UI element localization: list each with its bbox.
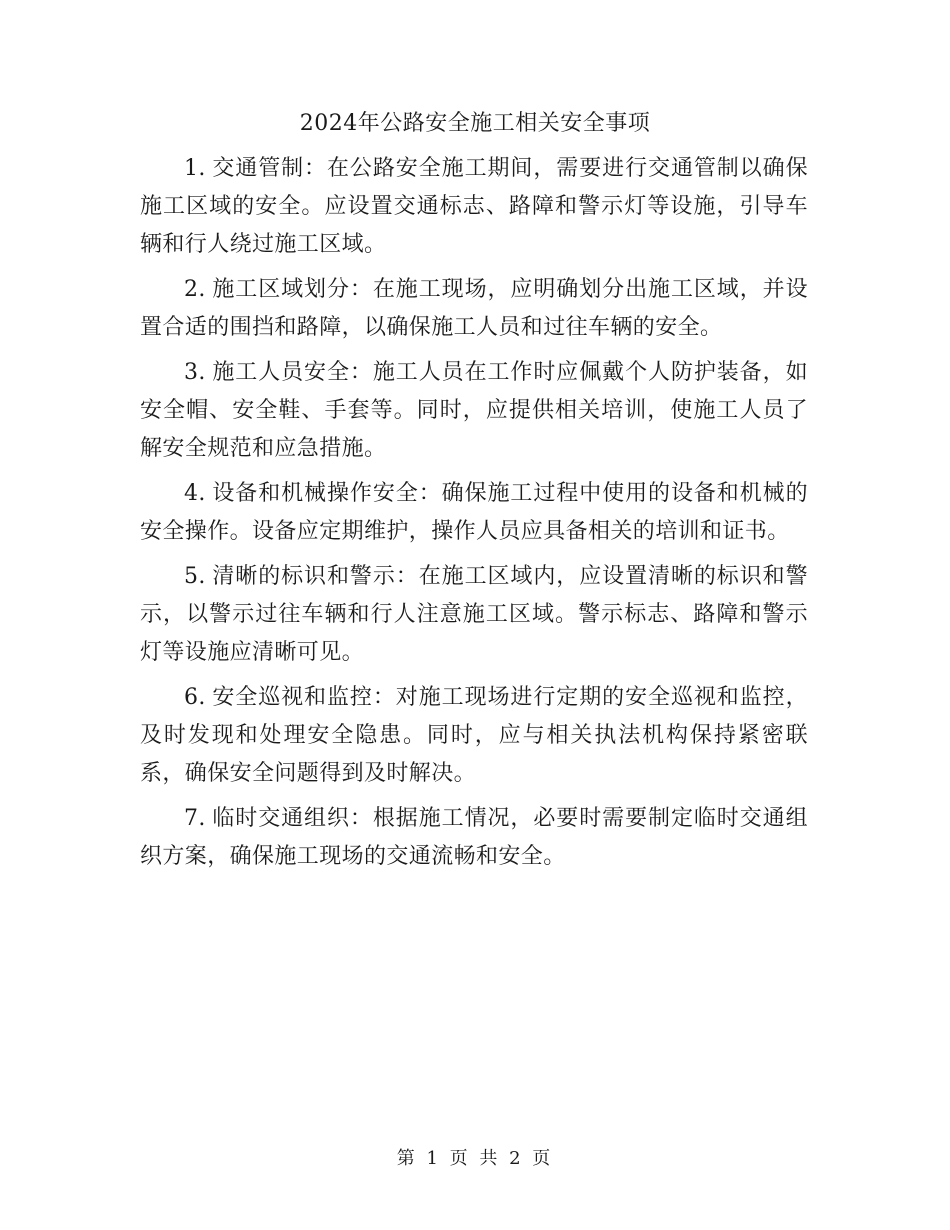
item-number: 7. <box>184 806 206 831</box>
list-item <box>140 150 808 264</box>
item-number: 3. <box>184 360 206 385</box>
item-text: 清晰的标识和警示：在施工区域内，应设置清晰的标识和警示，以警示过往车辆和行人注意施工区域。警示标志、路障和警示灯等设施应清晰可见。 <box>140 564 808 665</box>
item-text: 施工人员安全：施工人员在工作时应佩戴个人防护装备，如安全帽、安全鞋、手套等。同时，应提供相关培训，使施工人员了解安全规范和应急措施。 <box>140 360 808 461</box>
item-text: 临时交通组织：根据施工情况，必要时需要制定临时交通组织方案，确保施工现场的交通流畅和安全。 <box>140 806 808 869</box>
list-item <box>140 558 808 672</box>
item-number: 5. <box>184 564 206 589</box>
document-title: 2024年公路安全施工相关安全事项 <box>299 111 651 136</box>
list-item <box>140 475 808 551</box>
item-number: 4. <box>184 481 206 506</box>
list-item <box>140 354 808 468</box>
list-item <box>140 800 808 876</box>
list-item <box>140 271 808 347</box>
list-item <box>140 679 808 793</box>
document-body <box>140 150 808 883</box>
item-number: 6. <box>184 685 206 710</box>
item-text: 设备和机械操作安全：确保施工过程中使用的设备和机械的安全操作。设备应定期维护，操作人员应具备相关的培训和证书。 <box>140 481 808 544</box>
item-number: 1. <box>184 156 206 181</box>
item-text: 施工区域划分：在施工现场，应明确划分出施工区域，并设置合适的围挡和路障，以确保施工人员和过往车辆的安全。 <box>140 277 808 340</box>
item-number: 2. <box>184 277 206 302</box>
page-number-footer: 第 1 页 共 2 页 <box>396 1148 554 1169</box>
item-text: 交通管制：在公路安全施工期间，需要进行交通管制以确保施工区域的安全。应设置交通标志、路障和警示灯等设施，引导车辆和行人绕过施工区域。 <box>140 156 808 257</box>
item-text: 安全巡视和监控：对施工现场进行定期的安全巡视和监控，及时发现和处理安全隐患。同时，应与相关执法机构保持紧密联系，确保安全问题得到及时解决。 <box>140 685 808 786</box>
